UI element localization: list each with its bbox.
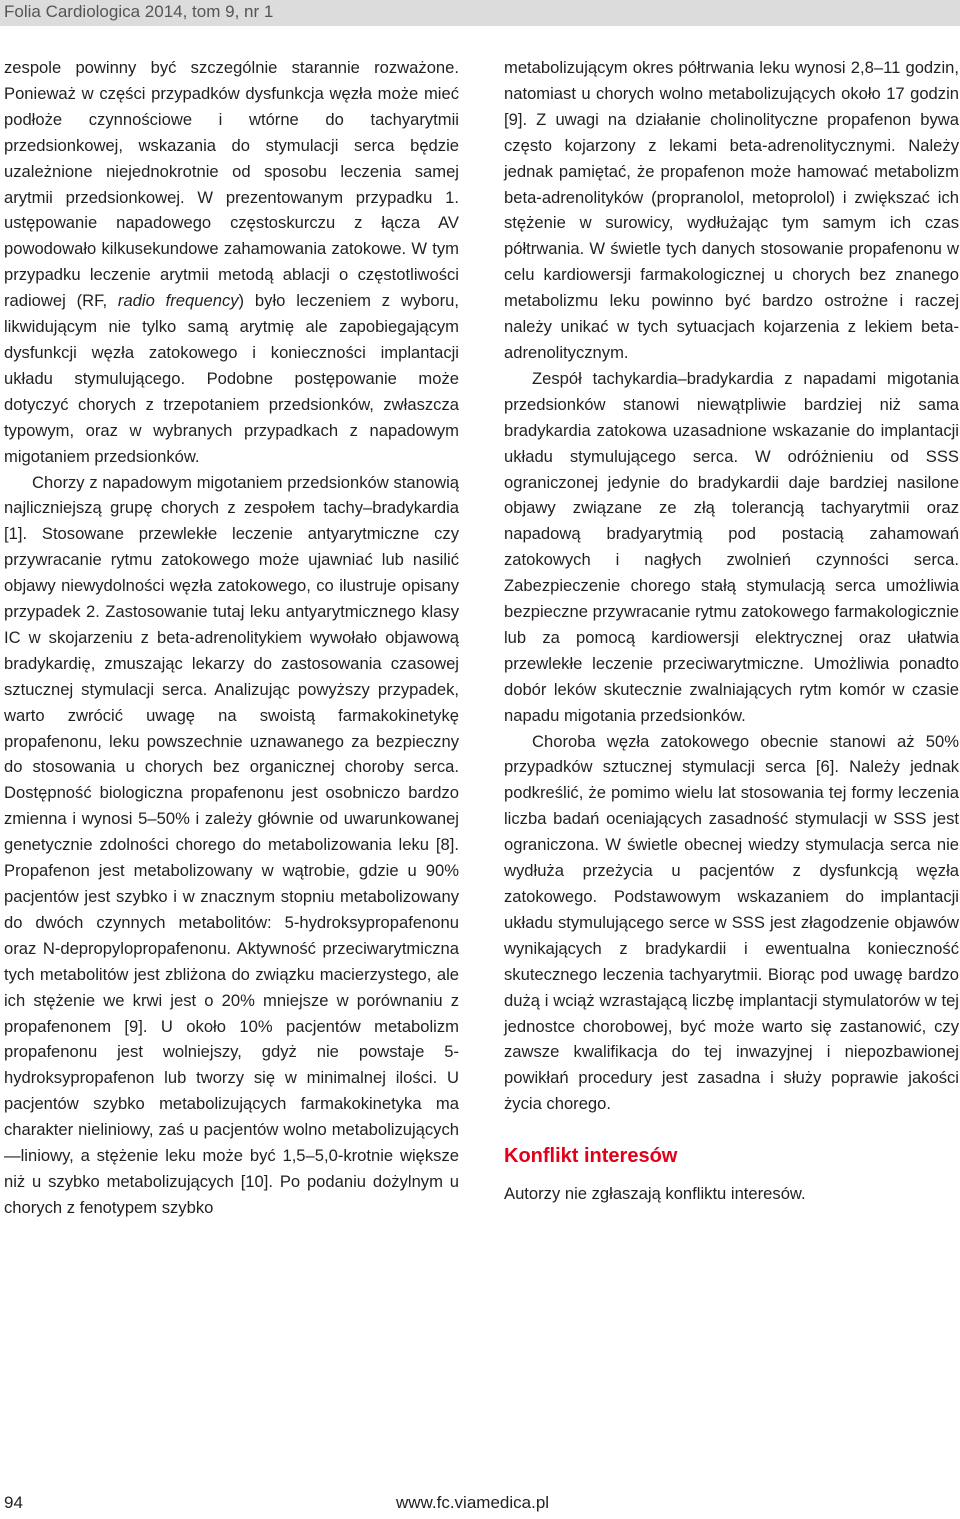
journal-title: Folia Cardiologica 2014, tom 9, nr 1 [4,2,274,21]
left-paragraph-2: Chorzy z napadowym migotaniem przedsionków stanowią najliczniejszą grupę chorych z zespołem tachy–bradykardia [1]. Stosowane przewlekłe leczenie antyarytmiczne czy przywracanie rytmu zatokowego może ujawniać lub nasilić objawy niewydolności węzła zatokowego, co ilustruje opisany przypadek 2. Zastosowanie tutaj leku antyarytmicznego klasy IC w skojarzeniu z beta-adrenolitykiem wywołało objawową bradykardię, zmuszając lekarzy do zastosowania czasowej sztucznej stymulacji serca. Analizując powyższy przypadek, warto zwrócić uwagę na swoistą farmakokinetykę propafenonu, leku powszechnie uznawanego za bezpieczny do stosowania u chorych bez organicznej choroby serca. Dostępność biologiczna propafenonu jest osobniczo bardzo zmienna i wynosi 5–50% i zależy głównie od uwarunkowanej genetycznie zdolności chorego do metabolizowania leku [8]. Propafenon jest metabolizowany w wątrobie, gdzie u 90% pacjentów jest szybko i w znacznym stopniu metabolizowany do dwóch czynnych metabolitów: 5-hydroksypropafenonu oraz N-depropylopropafenonu. Aktywność przeciwarytmiczna tych metabolitów jest zbliżona do związku macierzystego, ale ich stężenie we krwi jest o 20% mniejsze w porównaniu z propafenonem [9]. U około 10% pacjentów metabolizm propafenonu jest wolniejszy, gdyż nie powstaje 5-hydroksypropafenon lub tworzy się w minimalnej ilości. U pacjentów szybko metabolizujących farmakokinetyka ma charakter nieliniowy, zaś u pacjentów wolno metabolizujących —liniowy, a stężenie leku może być 1,5–5,0-krotnie większe niż u szybko metabolizujących [10]. Po podaniu dożylnym u chorych z fenotypem szybko [4,472,459,1217]
right-paragraph-2: Zespół tachykardia–bradykardia z napadami migotania przedsionków stanowi niewątpliwie bardziej niż sama bradykardia zatokowa uzasadnione wskazanie do implantacji układu stymulującego serca. W odróżnieniu od SSS ograniczonej jedynie do bradykardii daje bardziej nasilone objawy związane ze złą tolerancją tachyarytmii oraz napadową bradyarytmią pod postacią zahamowań zatokowych i nagłych zwolnień czynności serca. Zabezpieczenie chorego stałą stymulacją serca umożliwia bezpieczne przywracanie rytmu zatokowego farmakologicznie lub za pomocą kardiowersji elektrycznej oraz ułatwia przewlekłe leczenie przeciwarytmiczne. Umożliwia ponadto dobór leków skutecznie zwalniających rytm komór w czasie napadu migotania przedsionków. [504,368,959,725]
right-column [504,55,959,1207]
page-number: 94 [4,1493,23,1512]
left-paragraph-1-end: ) było leczeniem z wyboru, likwidującym nie tylko samą arytmię ale zapobiegającym dysfunkcji węzła zatokowego i konieczności implantacji układu stymulującego. Podobne postępowanie może dotyczyć chorych z trzepotaniem przedsionków, zwłaszcza typowym, oraz w wybranych przypadkach z napadowym migotaniem przedsionków. [4,291,460,466]
footer-url[interactable]: www.fc.viamedica.pl [396,1493,550,1512]
left-column [4,55,459,1221]
left-paragraph-1-italic: radio frequency [117,291,239,311]
left-paragraph-1 [4,55,459,470]
right-paragraph-1: metabolizującym okres półtrwania leku wynosi 2,8–11 godzin, natomiast u chorych wolno metabolizujących około 17 godzin [9]. Z uwagi na działanie cholinolityczne propafenon bywa często kojarzony z lekami beta-adrenolitycznymi. Należy jednak pamiętać, że propafenon może hamować metabolizm beta-adrenolityków (propranolol, metoprolol) i zwiększać ich stężenie w surowicy, wydłużając tym samym ich czas półtrwania. W świetle tych danych stosowanie propafenonu w celu kardiowersji farmakologicznej u chorych bez znanego metabolizmu leku powinno być bardzo ostrożne i raczej należy unikać w tych sytuacjach kojarzenia z lekiem beta-adrenolitycznym. [504,58,959,362]
left-paragraph-1-text: zespole powinny być szczególnie starannie rozważone. Ponieważ w części przypadków dysfunkcja węzła może mieć podłoże czynnościowe i wtórne do tachyarytmii przedsionkowej, wskazania do stymulacji serca będzie uzależnione niejednokrotnie od sposobu leczenia samej arytmii przedsionkowej. W prezentowanym przypadku 1. ustępowanie napadowego częstoskurczu z łącza AV powodowało kilkusekundowe zahamowania zatokowe. W tym przypadku leczenie arytmii metodą ablacji o częstotliwości radiowej (RF, [4,58,459,311]
right-paragraph-3: Choroba węzła zatokowego obecnie stanowi aż 50% przypadków sztucznej stymulacji serca [6]. Należy jednak podkreślić, że pomimo wielu lat stosowania tej formy leczenia liczba badań oceniających zasadność stymulacji w SSS jest ograniczona. W świetle obecnej wiedzy stymulacja serca nie wydłuża przeżycia u pacjentów z dysfunkcją węzła zatokowego. Podstawowym wskazaniem do implantacji układu stymulującego serce w SSS jest złagodzenie objawów wynikających z bradykardii i ewentualna konieczność skutecznego leczenia tachyarytmii. Biorąc pod uwagę bardzo dużą i wciąż wzrastającą liczbę implantacji stymulatorów w tej jednostce chorobowej, być może warto się zastanowić, czy zawsze kwalifikacja do tej inwazyjnej i niepozbawionej powikłań procedury jest zasadna i służy poprawie jakości życia chorego. [504,731,959,1114]
running-header [0,0,960,26]
section-heading-conflict: Konflikt interesów [504,1145,678,1168]
conflict-statement: Autorzy nie zgłaszają konfliktu interesów. [504,1184,806,1204]
